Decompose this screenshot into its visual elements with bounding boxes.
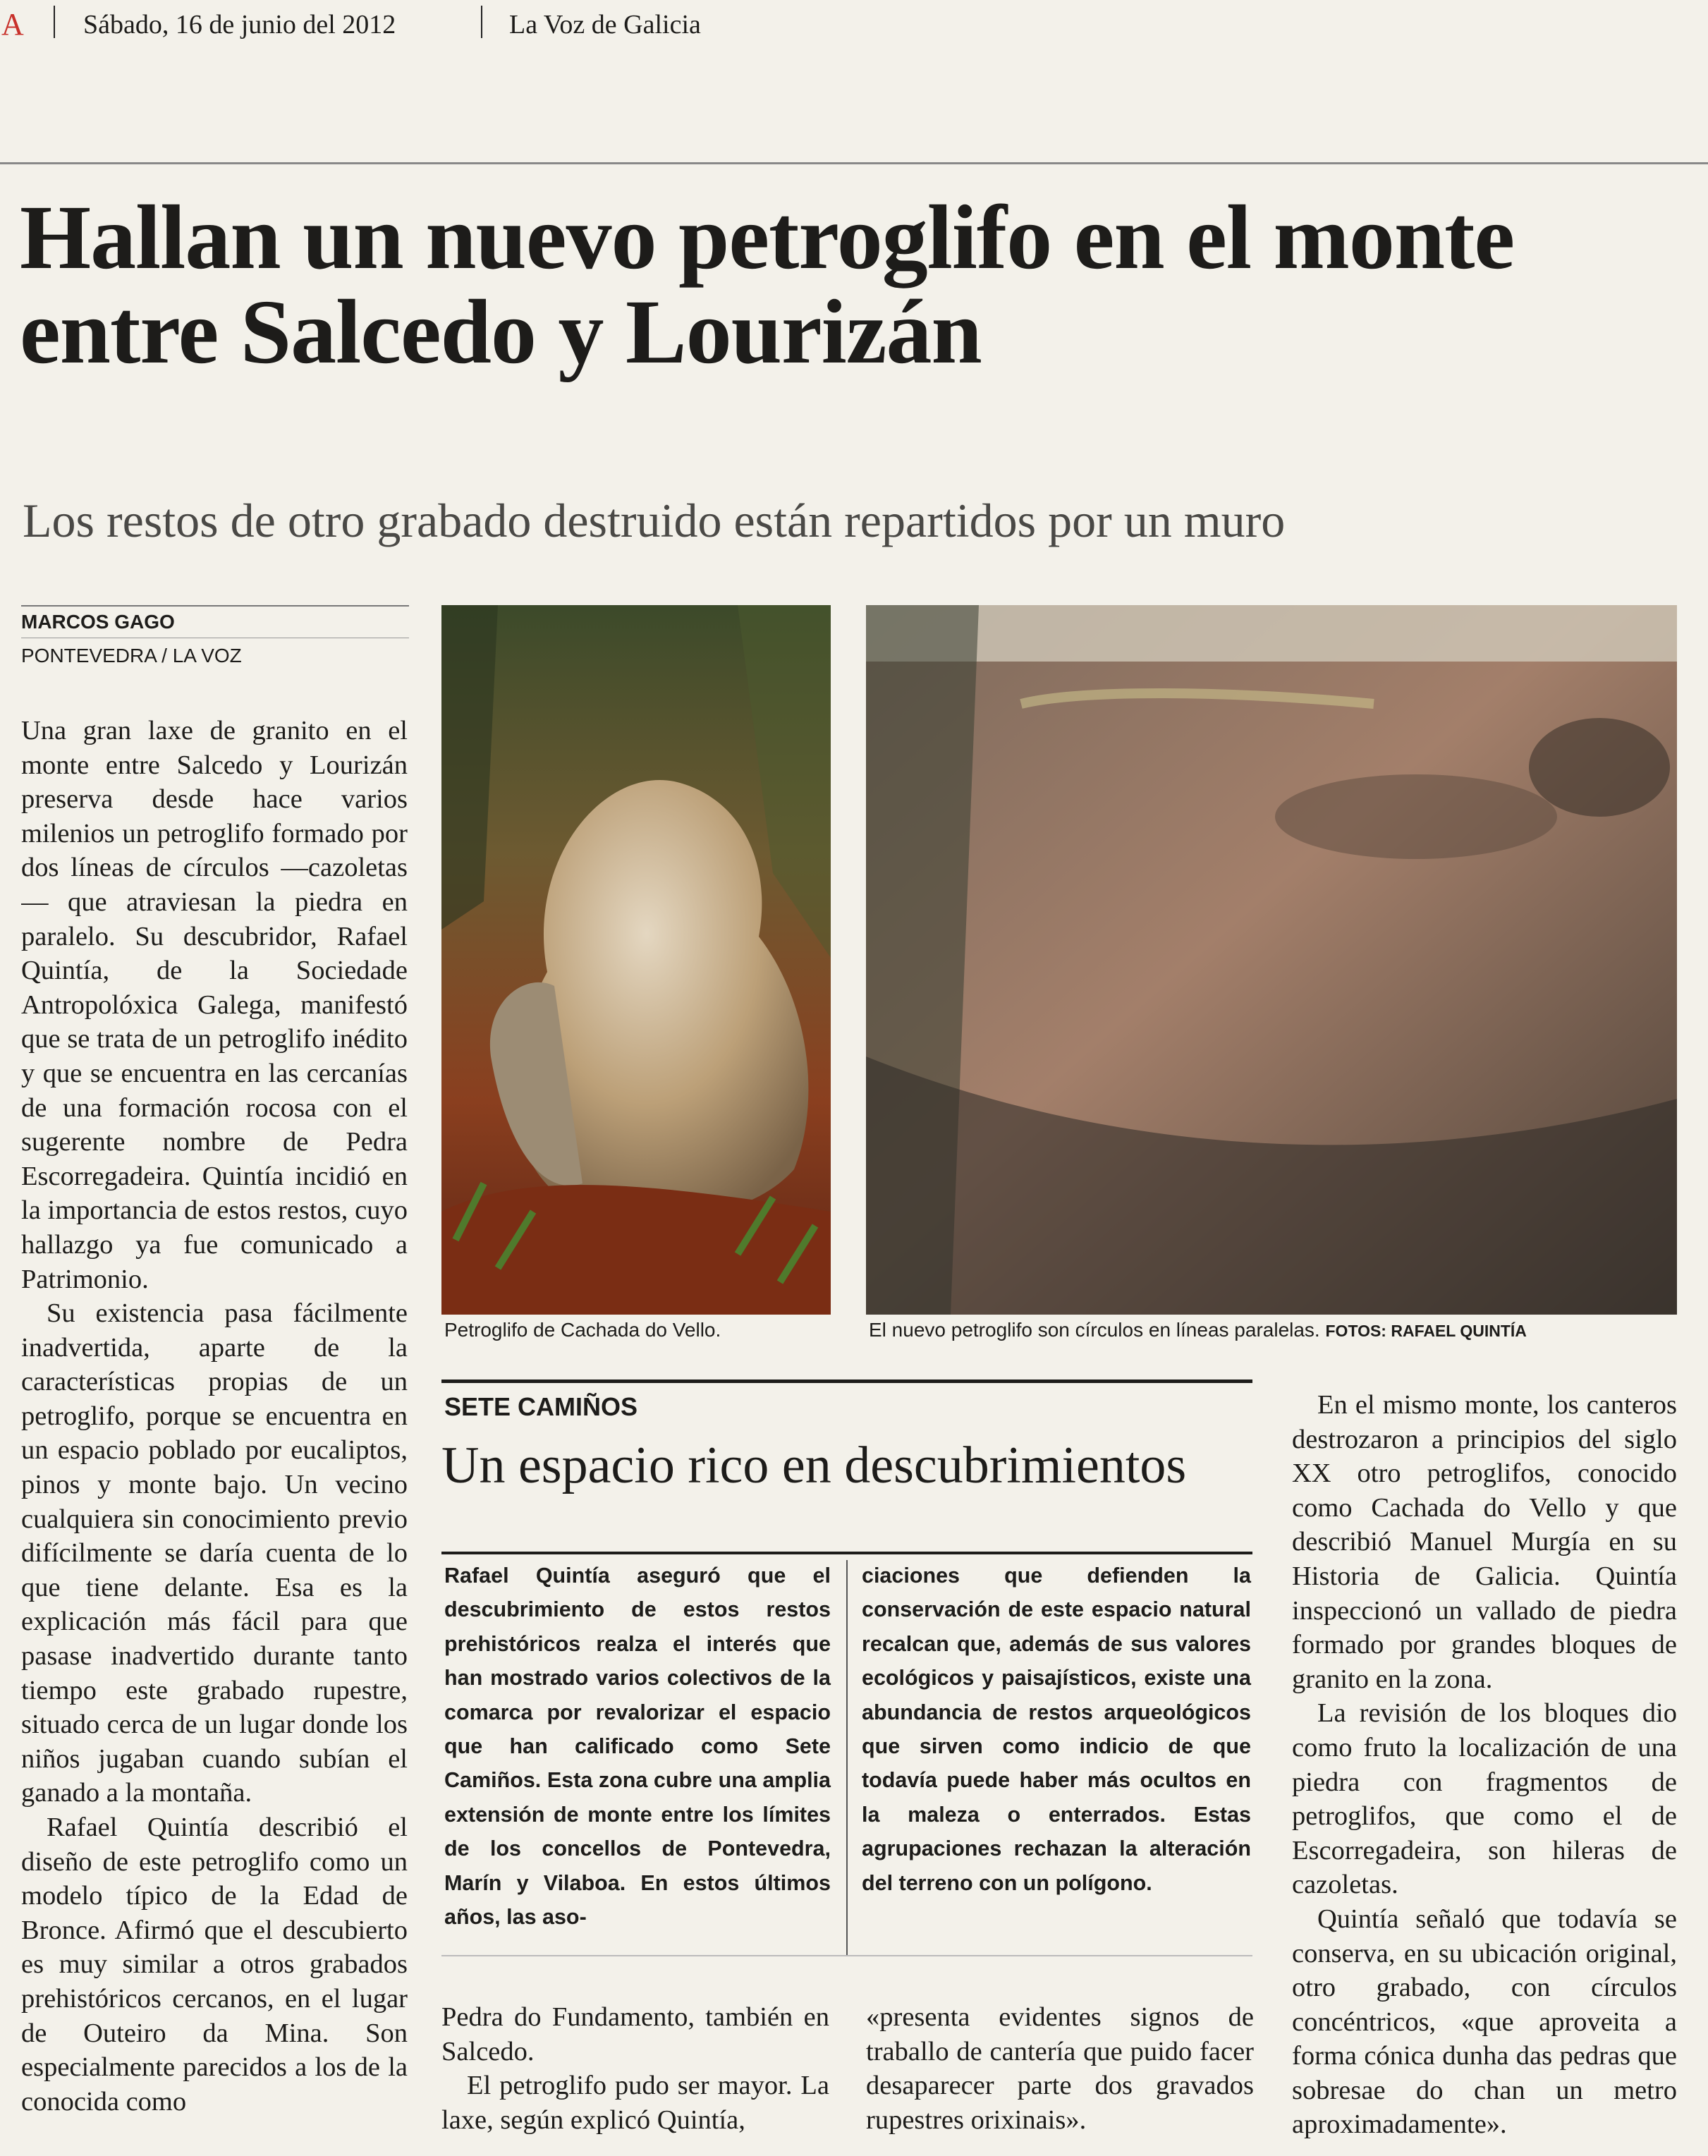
- paragraph: «presenta evidentes signos de traballo de cantería que puido facer desaparecer parte dos gravados rupestres orixinais».: [866, 2002, 1254, 2135]
- byline-author: MARCOS GAGO: [21, 611, 175, 633]
- masthead: [0, 0, 776, 49]
- article-column-1: [21, 714, 408, 2138]
- sidebar-column-right: ciaciones que defienden la conservación de este espacio natural recalcan que, además de sus valores ecológicos y paisajísticos, existe una abundancia de restos arqueológicos que sirven como indicio de que todavía puede haber más ocultos en la maleza o enterrados. Estas agrupaciones rechazan la alteración del terreno con un polígono.: [862, 1564, 1251, 1895]
- sidebar-column-left: Rafael Quintía aseguró que el descubrimiento de estos restos prehistóricos realza el interés que han mostrado varios colectivos de la comarca por revalorizar el espacio que han calificado como Sete Camiños. Esta zona cubre una amplia extensión de monte entre los límites de los concellos de Pontevedra, Marín y Vilaboa. En estos últimos años, las aso-: [444, 1564, 831, 1930]
- sidebar-title: Un espacio rico en descubrimientos: [441, 1437, 1187, 1494]
- divider: [54, 6, 55, 38]
- sidebar-top-rule: [441, 1380, 1252, 1383]
- article-column-2: [441, 2000, 829, 2137]
- divider: [481, 6, 482, 38]
- paragraph: Una gran laxe de granito en el monte entre Salcedo y Lourizán preserva desde hace varios milenios un petroglifo formado por dos líneas de círculos —cazoletas— que atraviesan la piedra en paralelo. Su descubridor, Rafael Quintía, de la Sociedade Antropolóxica Galega, manifestó que se trata de un petroglifo inédito y que se encuentra en las cercanías de una formación rocosa con el sugerente nombre de Pedra Escorregadeira. Quintía incidió en la importancia de estos restos, cuyo hallazgo ya fue comunicado a Patrimonio.: [21, 716, 408, 1294]
- caption-left-photo: Petroglifo de Cachada do Vello.: [444, 1319, 721, 1341]
- byline-rule: [21, 605, 409, 607]
- caption-right-photo: El nuevo petroglifo son círculos en líneas paralelas. FOTOS: RAFAEL QUINTÍA: [869, 1319, 1527, 1341]
- photo-new-petroglyph: [866, 605, 1677, 1315]
- newspaper-name: La Voz de Galicia: [509, 10, 701, 39]
- article-column-4: [1292, 1388, 1677, 2142]
- sidebar-kicker: SETE CAMIÑOS: [444, 1392, 638, 1421]
- sidebar-rule: [441, 1552, 1252, 1554]
- publication-date: Sábado, 16 de junio del 2012: [83, 10, 396, 39]
- sidebar-bottom-rule: [441, 1955, 1252, 1956]
- paragraph: La revisión de los bloques dio como fruto la localización de una piedra con fragmentos de petroglifos, que como el de Escorregadeira, son hileras de cazoletas.: [1292, 1698, 1677, 1900]
- byline-location: PONTEVEDRA / LA VOZ: [21, 645, 242, 666]
- paragraph: Rafael Quintía describió el diseño de este petroglifo como un modelo típico de la Edad de Bronce. Afirmó que el descubierto es muy similar a otros grabados prehistóricos cercanos, en el lugar de Outeiro da Mina. Son especialmente parecidos a los de la conocida como: [21, 1813, 408, 2117]
- paragraph: Quintía señaló que todavía se conserva, en su ubicación original, otro grabado, con círculos concéntricos, «que aproveita a forma cónica dunha das pedras que sobresae do chan un metro aproximadamente».: [1292, 1904, 1677, 2140]
- paragraph: En el mismo monte, los canteros destrozaron a principios del siglo XX otro petroglifos, conocido como Cachada do Vello y que describió Manuel Murgía en su Historia de Galicia. Quintía inspeccionó un vallado de piedra formado por grandes bloques de granito en la zona.: [1292, 1390, 1677, 1694]
- subheadline: Los restos de otro grabado destruido están repartidos por un muro: [23, 494, 1286, 547]
- paragraph: Pedra do Fundamento, también en Salcedo.: [441, 2002, 829, 2066]
- paragraph: El petroglifo pudo ser mayor. La laxe, según explicó Quintía,: [441, 2071, 829, 2135]
- photo-cachada-do-vello: [441, 605, 831, 1315]
- photo-credit: FOTOS: RAFAEL QUINTÍA: [1325, 1322, 1527, 1340]
- sidebar-divider: [846, 1560, 848, 1955]
- article-column-3: [866, 2000, 1254, 2137]
- top-rule: [0, 162, 1708, 164]
- paragraph: Su existencia pasa fácilmente inadvertida, aparte de la características propias de un petroglifo, porque se encuentra en un espacio poblado por eucaliptos, pinos y monte bajo. Un vecino cualquiera sin conocimiento previo difícilmente se daría cuenta de lo que tiene delante. Esa es la explicación más fácil para que pasase inadvertido durante tanto tiempo este grabado rupestre, situado cerca de un lugar donde los niños jugaban cuando subían el ganado a la montaña.: [21, 1298, 408, 1808]
- section-letter: A: [1, 7, 24, 42]
- headline: Hallan un nuevo petroglifo en el monte entre Salcedo y Lourizán: [20, 187, 1515, 383]
